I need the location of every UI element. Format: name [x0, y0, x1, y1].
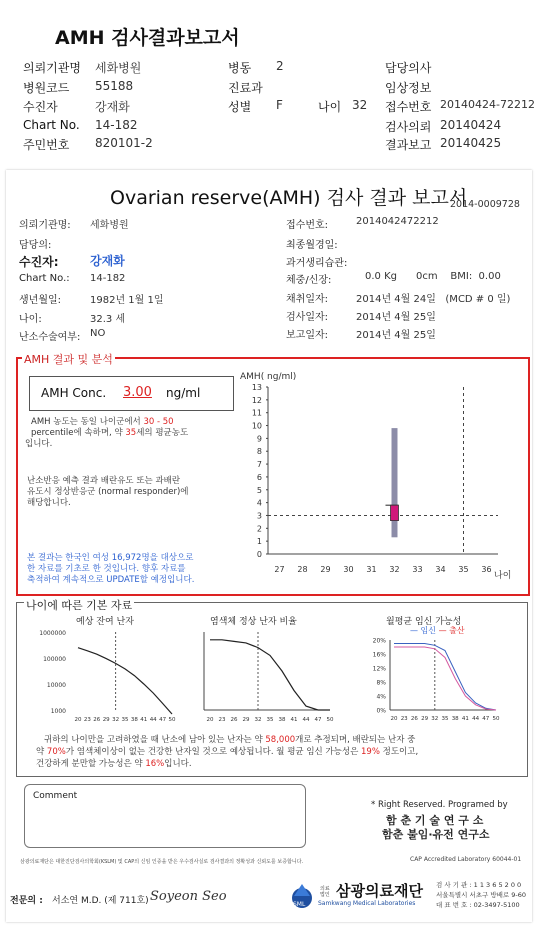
header-value: 강재화 — [95, 100, 130, 114]
signature: Soyeon Seo — [150, 889, 227, 904]
patient-label: 수진자: — [19, 255, 59, 269]
amh-conc-value: 3.00 — [123, 385, 152, 400]
x-tick-label: 41 — [461, 716, 469, 722]
x-tick-label: 26 — [93, 717, 101, 723]
header-value: 20140424 — [440, 118, 502, 132]
summary-line1 — [44, 735, 415, 746]
specialist-label: 전문의 : — [10, 896, 43, 906]
amh-section-title: AMH 결과 및 분석 — [24, 353, 113, 366]
y-tick-label: 1000000 — [39, 630, 66, 637]
header-title: AMH 검사결과보고서 — [55, 27, 240, 49]
legend-birth: 출산 — [449, 626, 465, 635]
patient-marker — [391, 505, 399, 520]
y-tick-label: 10 — [251, 421, 262, 431]
reg-label: 접수번호: — [286, 220, 329, 231]
legend-birth-swatch: — — [438, 626, 447, 635]
text: 유도시 정상반응군 (normal responder)에 — [27, 487, 189, 497]
x-tick-label: 35 — [458, 565, 469, 574]
x-tick-label: 32 — [389, 565, 400, 574]
text: 귀하의 나이만을 고려하였을 때 난소에 남아 있는 난자는 약 — [44, 735, 263, 745]
specialist-name: 서소연 M.D. (제 711호) — [52, 896, 149, 906]
ward-label: 병동 — [228, 61, 252, 75]
lab-phone: 대 표 번 호 : 02-3497-5100 — [436, 901, 520, 909]
rep-value: 2014년 4월 25일 — [356, 330, 436, 341]
series-line-preg — [394, 644, 496, 711]
x-tick-label: 26 — [230, 717, 238, 723]
y-tick-label: 1 — [256, 537, 262, 547]
lab-address: 서울특별시 서초구 방배로 9-60 — [436, 891, 527, 899]
doctor-label: 담당의: — [19, 240, 52, 251]
x-tick-label: 41 — [290, 717, 298, 723]
header-label: 의뢰기관명 — [23, 61, 81, 75]
lab-code: 검 사 기 관 : 1 1 3 6 5 2 0 0 — [436, 881, 522, 889]
series-line — [210, 640, 330, 710]
x-tick-label: 33 — [412, 565, 423, 574]
y-tick-label: 5 — [256, 485, 262, 495]
pregnancy-value: 19% — [361, 747, 380, 757]
header-value: 14-182 — [95, 118, 138, 132]
text: 세의 평균농도 — [136, 428, 189, 438]
x-tick-label: 50 — [492, 716, 500, 722]
x-tick-label: 32 — [112, 717, 120, 723]
x-tick-label: 35 — [121, 717, 129, 723]
sex-value: F — [276, 98, 283, 112]
text: 본 결과는 한국인 여성 16,972명을 대상으로 — [27, 553, 194, 563]
lmp-label: 최종월경일: — [286, 240, 338, 251]
chart-ylabel: AMH( ng/ml) — [240, 372, 297, 382]
age-value: 32 — [352, 98, 368, 112]
comment-label: Comment — [33, 791, 78, 801]
y-tick-label: 7 — [256, 460, 262, 470]
y-tick-label: 4% — [376, 693, 386, 701]
normal-ratio-value: 70% — [46, 747, 66, 757]
x-tick-label: 41 — [140, 717, 148, 723]
y-tick-label: 1000 — [50, 708, 66, 715]
x-tick-label: 23 — [400, 716, 408, 722]
header-label: 병원코드 — [23, 81, 70, 95]
y-tick-label: 20% — [372, 637, 386, 645]
y-tick-label: 12% — [372, 665, 386, 673]
x-tick-label: 20 — [74, 717, 82, 723]
amh-percentile-line2 — [31, 428, 188, 439]
text: 축적하여 계속적으로 UPDATE할 예정입니다. — [27, 575, 195, 585]
x-tick-label: 20 — [390, 716, 398, 722]
normal-egg-ratio-chart — [200, 624, 350, 724]
text: 약 — [36, 747, 45, 757]
x-tick-label: 26 — [410, 716, 418, 722]
x-tick-label: 38 — [130, 717, 138, 723]
x-tick-label: 30 — [343, 565, 354, 574]
x-tick-label: 29 — [242, 717, 250, 723]
x-tick-label: 44 — [149, 717, 157, 723]
header-label: Chart No. — [23, 118, 80, 132]
x-tick-label: 35 — [441, 716, 449, 722]
reg-value: 2014042472212 — [356, 216, 439, 227]
wh-label: 체중/신장: — [286, 275, 332, 286]
amh-conc-unit: ng/ml — [166, 386, 201, 400]
x-tick-label: 32 — [431, 716, 439, 722]
report-title: Ovarian reserve(AMH) 검사 결과 보고서 — [110, 187, 468, 209]
wh-value: 0.0 Kg 0cm BMI: 0.00 — [365, 271, 501, 282]
text: 입니다. — [164, 759, 192, 769]
y-tick-label: 3 — [256, 511, 262, 521]
chart-value: 14-182 — [90, 273, 126, 284]
x-tick-label: 31 — [366, 565, 377, 574]
header-label: 담당의사 — [385, 61, 432, 75]
header-value: 820101-2 — [95, 136, 153, 150]
x-tick-label: 23 — [83, 717, 91, 723]
header-value: 20140425 — [440, 136, 502, 150]
test-value: 2014년 4월 25일 — [356, 312, 436, 323]
series-line — [78, 648, 172, 714]
amh-conc-label: AMH Conc. — [41, 386, 107, 400]
y-tick-label: 4 — [256, 498, 262, 508]
legend-preg: 임신 — [420, 626, 437, 635]
x-tick-label: 29 — [320, 565, 331, 574]
x-tick-label: 47 — [482, 716, 490, 722]
text: 한 자료를 기초로 한 것입니다. 향후 자료를 — [27, 564, 186, 574]
y-tick-label: 11 — [251, 408, 262, 418]
rights-text: * Right Reserved. Programed by — [371, 800, 508, 810]
institute-2: 함춘 불임·유전 연구소 — [382, 828, 490, 841]
surgery-label: 난소수술여부: — [19, 332, 81, 343]
y-tick-label: 10000 — [46, 682, 66, 689]
text: 입니다. — [25, 439, 53, 449]
x-tick-label: 50 — [326, 717, 334, 723]
birth-label: 생년월일: — [19, 295, 62, 306]
x-tick-label: 29 — [421, 716, 429, 722]
foundation-en: Samkwang Medical Laboratories — [318, 900, 416, 907]
patient-value: 강재화 — [90, 254, 125, 268]
x-tick-label: 20 — [206, 717, 214, 723]
header-label: 수진자 — [23, 100, 58, 114]
age-section-title: 나이에 따른 기본 자료 — [26, 599, 133, 612]
y-tick-label: 0 — [256, 550, 262, 559]
coll-value: 2014년 4월 24일 (MCD # 0 일) — [356, 294, 511, 305]
x-tick-label: 47 — [314, 717, 322, 723]
y-tick-label: 16% — [372, 651, 386, 659]
age-label: 나이 — [318, 100, 342, 114]
ward-value: 2 — [276, 59, 284, 73]
x-tick-label: 32 — [254, 717, 262, 723]
chart-xlabel: 나이 — [494, 571, 512, 581]
header-value: 20140424-72212 — [440, 98, 535, 111]
mini-chart-title: 예상 잔여 난자 — [76, 617, 134, 627]
svg-text:SML: SML — [293, 901, 306, 908]
x-tick-label: 38 — [451, 716, 459, 722]
header-value: 55188 — [95, 79, 134, 93]
header-label: 접수번호 — [385, 100, 432, 114]
text: 가 염색체이상이 없는 건강한 난자일 것으로 예상됩니다. 월 평균 임신 가능성은 — [65, 747, 359, 757]
header-label: 검사의뢰 — [385, 120, 432, 134]
x-tick-label: 23 — [218, 717, 226, 723]
chart-label: Chart No.: — [19, 273, 70, 284]
institute-1: 함 춘 기 술 연 구 소 — [386, 814, 484, 827]
mini-chart-title: 염색체 정상 난자 비율 — [210, 617, 297, 627]
y-tick-label: 2 — [256, 524, 262, 534]
header-label: 결과보고 — [385, 138, 432, 152]
test-label: 검사일자: — [286, 312, 329, 323]
y-tick-label: 0% — [376, 707, 386, 715]
report-number: 2014-0009728 — [450, 199, 520, 210]
x-tick-label: 29 — [102, 717, 110, 723]
x-tick-label: 50 — [168, 717, 176, 723]
remaining-eggs-value: 58,000 — [265, 735, 296, 745]
mini-chart-title: 월평균 임신 가능성 — [386, 617, 462, 627]
x-tick-label: 44 — [302, 717, 310, 723]
inst-label: 의뢰기관명: — [19, 220, 71, 231]
x-tick-label: 27 — [274, 565, 285, 574]
summary-line2 — [36, 747, 418, 758]
surgery-value: NO — [90, 328, 106, 339]
header-label: 임상정보 — [385, 81, 432, 95]
pregnancy-chance-chart — [368, 634, 518, 726]
x-tick-label: 36 — [481, 565, 492, 574]
inst-value: 세화병원 — [90, 220, 129, 231]
amh-age-chart — [230, 366, 520, 586]
fine-print: 삼광의료재단은 대한진단검사의학회(KSLM) 및 CAP의 신임 인증을 받은 우수검사실로 검사결과의 정확성과 신뢰도를 보증합니다. — [20, 859, 304, 865]
y-tick-label: 8% — [376, 679, 386, 687]
y-tick-label: 6 — [256, 472, 262, 482]
text: 난소반응 예측 결과 배란유도 또는 과배란 — [27, 476, 181, 486]
header-label: 주민번호 — [23, 138, 70, 152]
summary-line3 — [36, 759, 192, 770]
text: AMH 농도는 동일 나이군에서 — [31, 417, 141, 427]
age-value: 32.3 세 — [90, 314, 126, 325]
foundation-name: 삼광의료재단 — [336, 882, 423, 900]
x-tick-label: 34 — [435, 565, 446, 574]
text: 건강하게 분만할 가능성은 약 — [36, 759, 143, 769]
x-tick-label: 44 — [472, 716, 480, 722]
x-tick-label: 28 — [297, 565, 308, 574]
cap-text: CAP Accredited Laboratory 60044-01 — [410, 856, 522, 863]
text: 개로 추정되며, 배란되는 난자 중 — [295, 735, 416, 745]
sex-label: 성별 — [228, 100, 252, 114]
y-tick-label: 12 — [251, 395, 262, 405]
rep-label: 보고일자: — [286, 330, 329, 341]
x-tick-label: 35 — [266, 717, 274, 723]
series-line-birth — [394, 647, 496, 710]
header-value: 세화병원 — [95, 61, 142, 75]
y-tick-label: 100000 — [43, 656, 66, 663]
y-tick-label: 13 — [251, 383, 262, 392]
amh-percentile-line1 — [31, 417, 174, 428]
equivalent-age: 35 — [125, 428, 137, 438]
y-tick-label: 9 — [256, 434, 262, 444]
text: 해당합니다. — [27, 498, 71, 508]
text: 정도이고, — [382, 747, 419, 757]
birth-value: 1982년 1월 1일 — [90, 295, 164, 306]
text: percentile에 속하며, 약 — [31, 428, 123, 438]
remaining-eggs-chart — [20, 624, 180, 724]
x-tick-label: 38 — [278, 717, 286, 723]
birth-value: 16% — [145, 759, 165, 769]
foundation-prefix: 의료 법인 — [320, 886, 330, 898]
hist-label: 과거생리습관: — [286, 258, 348, 269]
coll-label: 채취일자: — [286, 294, 329, 305]
y-tick-label: 8 — [256, 447, 262, 457]
x-tick-label: 47 — [159, 717, 167, 723]
age-label: 나이: — [19, 314, 42, 325]
legend-preg-swatch: — — [410, 626, 418, 635]
percentile-range: 30 - 50 — [143, 417, 174, 427]
dept-label: 진료과 — [228, 81, 263, 95]
